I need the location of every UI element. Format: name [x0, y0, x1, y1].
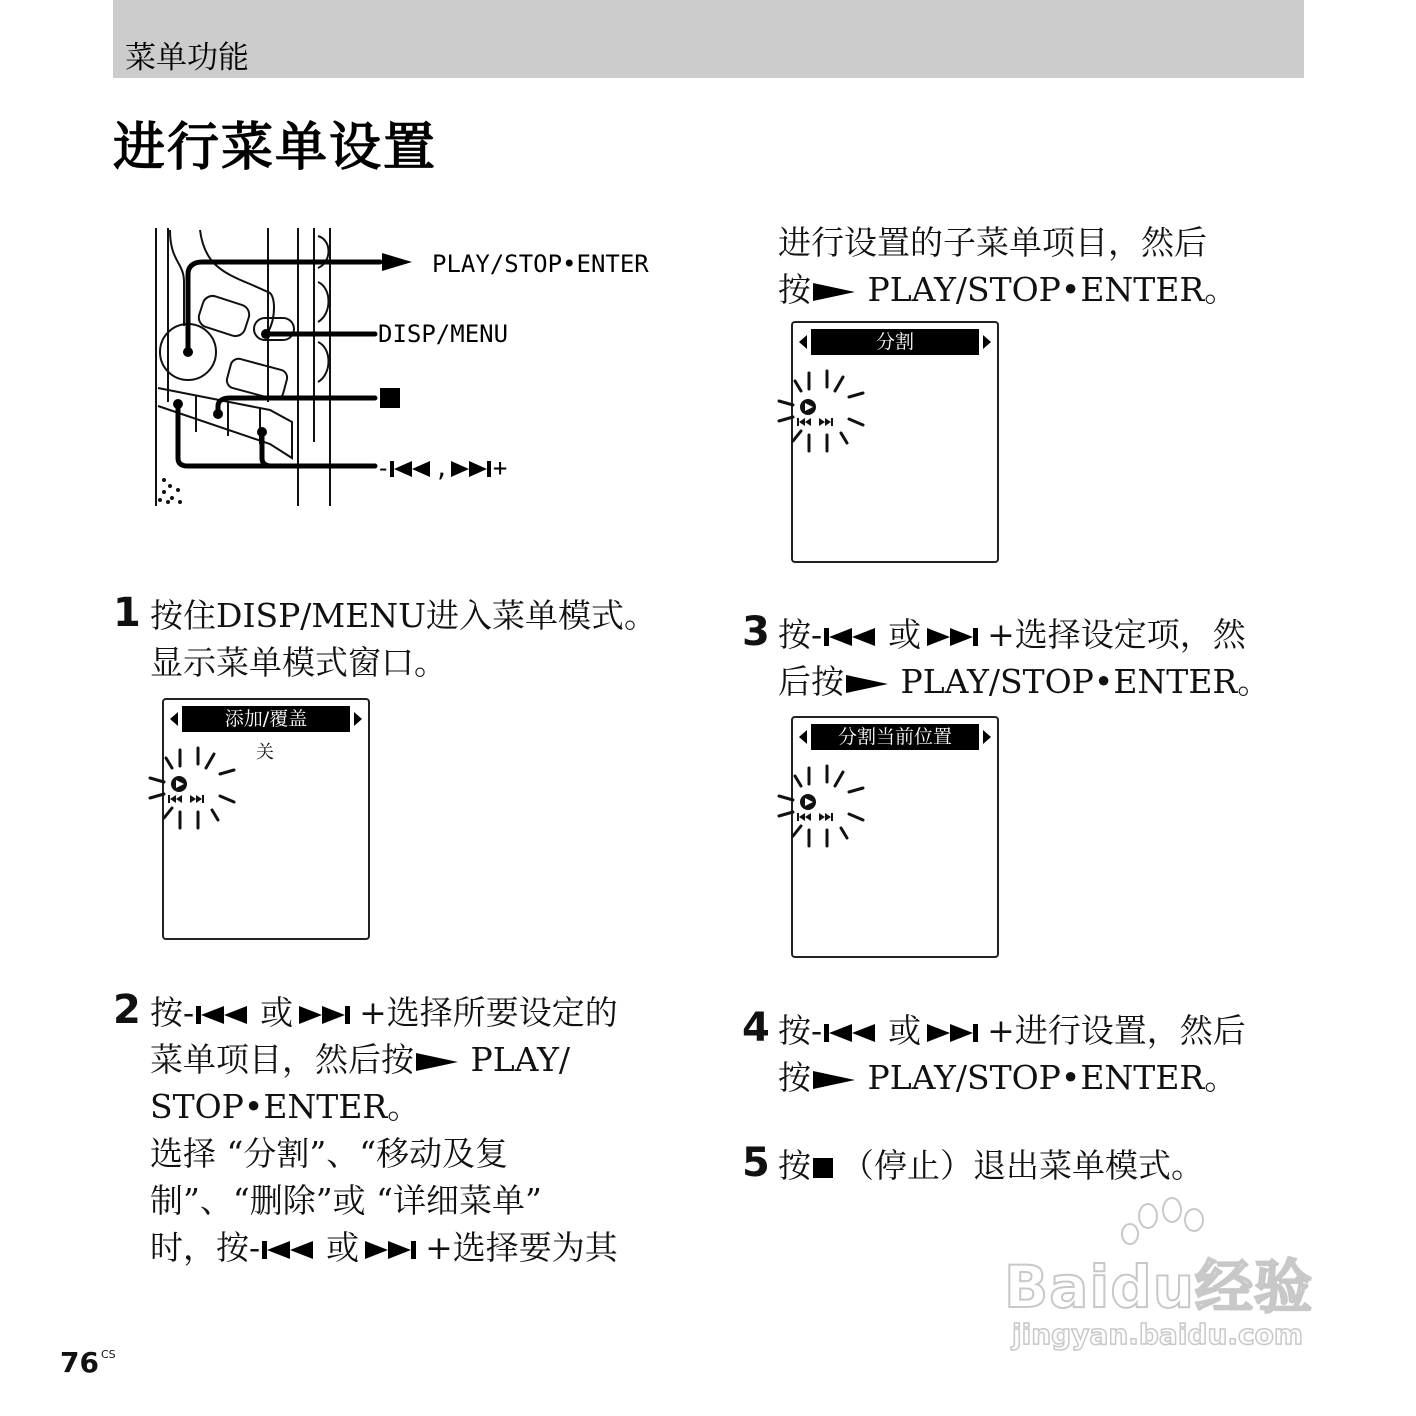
- play-triangle-icon: [414, 1050, 460, 1074]
- left-arrow-icon: [799, 730, 807, 744]
- text-fragment: 或: [888, 615, 922, 654]
- play-triangle-icon: [844, 672, 890, 696]
- stop-square-icon: [811, 1156, 841, 1180]
- lcd-menu-title: 分割: [811, 329, 979, 355]
- previous-track-icon: [390, 459, 434, 479]
- previous-track-icon: [822, 1021, 888, 1045]
- separator-label: ,: [434, 454, 449, 482]
- left-arrow-icon: [170, 712, 178, 726]
- play-triangle-icon: [811, 1068, 857, 1092]
- step-3-line-2: [778, 658, 1270, 705]
- step-2-line-3: STOP•ENTER。: [150, 1087, 421, 1126]
- step-4-text: [778, 1007, 1246, 1101]
- right-arrow-icon: [354, 712, 362, 726]
- step-2-line-5: 制”、“删除”或 “详细菜单”: [150, 1181, 542, 1220]
- blinking-control-icon: [775, 758, 871, 854]
- stop-square-icon: [380, 388, 400, 408]
- text-fragment: PLAY/STOP•ENTER。: [857, 1058, 1238, 1097]
- next-track-icon: [921, 1021, 987, 1045]
- step-4-line-1: [778, 1007, 1246, 1054]
- step-3-text: [778, 611, 1270, 705]
- step-1-text: [150, 592, 657, 686]
- previous-track-icon: [260, 1238, 326, 1262]
- text-fragment: （停止）退出菜单模式。: [841, 1146, 1204, 1185]
- next-track-icon: [449, 459, 493, 479]
- next-track-icon: [359, 1238, 425, 1262]
- skip-buttons-label: [376, 454, 507, 482]
- text-fragment: 后按: [778, 662, 844, 701]
- disp-menu-label: DISP/MENU: [378, 320, 509, 348]
- step-2-cont-line-1: 进行设置的子菜单项目，然后: [778, 223, 1207, 262]
- play-triangle-icon: [811, 280, 857, 304]
- step-2-text: [150, 989, 618, 1271]
- next-track-icon: [293, 1003, 359, 1027]
- baidu-watermark: [990, 1196, 1350, 1366]
- text-fragment: 菜单项目，然后按: [150, 1040, 414, 1079]
- step-5-number: 5: [742, 1140, 770, 1186]
- lcd-menu-title: 添加/覆盖: [182, 706, 350, 732]
- right-arrow-icon: [983, 335, 991, 349]
- step-2-number: 2: [113, 987, 141, 1033]
- text-fragment: 时，按-: [150, 1228, 261, 1267]
- text-fragment: +进行设置，然后: [987, 1011, 1246, 1050]
- page-number-value: 76: [60, 1346, 99, 1379]
- section-header: 菜单功能: [125, 40, 249, 76]
- blinking-control-icon: [146, 740, 242, 836]
- right-arrow-icon: [983, 730, 991, 744]
- page-title: 进行菜单设置: [113, 118, 438, 178]
- step-2-continued-text: [778, 219, 1237, 313]
- lcd-screen-step-2: [791, 321, 999, 563]
- step-4-line-2: [778, 1054, 1246, 1101]
- left-arrow-icon: [799, 335, 807, 349]
- play-triangle-icon: [382, 253, 412, 271]
- text-fragment: +选择要为其: [425, 1228, 618, 1267]
- text-fragment: +选择所要设定的: [359, 993, 618, 1032]
- previous-track-icon: [822, 625, 888, 649]
- step-1-number: 1: [113, 590, 141, 636]
- prev-minus-label: -: [376, 454, 391, 482]
- text-fragment: 或: [326, 1228, 360, 1267]
- text-fragment: 按: [778, 1058, 811, 1097]
- step-5-text: [778, 1142, 1204, 1189]
- text-fragment: PLAY/STOP•ENTER。: [890, 662, 1271, 701]
- step-2-cont-line-2: [778, 266, 1237, 313]
- watermark-main: Baidu经验: [1004, 1253, 1314, 1321]
- text-fragment: PLAY/STOP•ENTER。: [857, 270, 1238, 309]
- step-1-line-1: 按住DISP/MENU进入菜单模式。: [150, 596, 657, 635]
- blinking-control-icon: [775, 363, 871, 459]
- lcd-screen-step-3: [791, 716, 999, 958]
- device-diagram: [150, 222, 670, 512]
- previous-track-icon: [194, 1003, 260, 1027]
- lcd-menu-value: 关: [256, 742, 274, 763]
- text-fragment: 或: [888, 1011, 922, 1050]
- step-3-line-1: [778, 611, 1270, 658]
- lcd-menu-title: 分割当前位置: [811, 724, 979, 750]
- text-fragment: 按-: [150, 993, 195, 1032]
- text-fragment: PLAY/: [460, 1040, 571, 1079]
- text-fragment: 按: [778, 270, 811, 309]
- step-2-line-4: 选择 “分割”、“移动及复: [150, 1134, 509, 1173]
- step-2-line-2: [150, 1036, 618, 1083]
- step-2-line-1: [150, 989, 618, 1036]
- step-3-number: 3: [742, 609, 770, 655]
- next-track-icon: [921, 625, 987, 649]
- step-5-line-1: [778, 1142, 1204, 1189]
- step-4-number: 4: [742, 1005, 770, 1051]
- text-fragment: 按: [778, 1146, 811, 1185]
- play-stop-enter-label: PLAY/STOP•ENTER: [432, 250, 649, 278]
- section-header-band: [113, 0, 1304, 78]
- lcd-screen-step-1: [162, 698, 370, 940]
- text-fragment: 或: [260, 993, 294, 1032]
- text-fragment: 按-: [778, 1011, 823, 1050]
- next-plus-label: +: [492, 454, 508, 482]
- watermark-url: jingyan.baidu.com: [1012, 1318, 1304, 1351]
- page-number: [60, 1346, 116, 1379]
- step-1-line-2: 显示菜单模式窗口。: [150, 643, 447, 682]
- text-fragment: 按-: [778, 615, 823, 654]
- page-number-suffix: CS: [100, 1348, 116, 1361]
- step-2-line-6: [150, 1224, 618, 1271]
- text-fragment: +选择设定项，然: [987, 615, 1246, 654]
